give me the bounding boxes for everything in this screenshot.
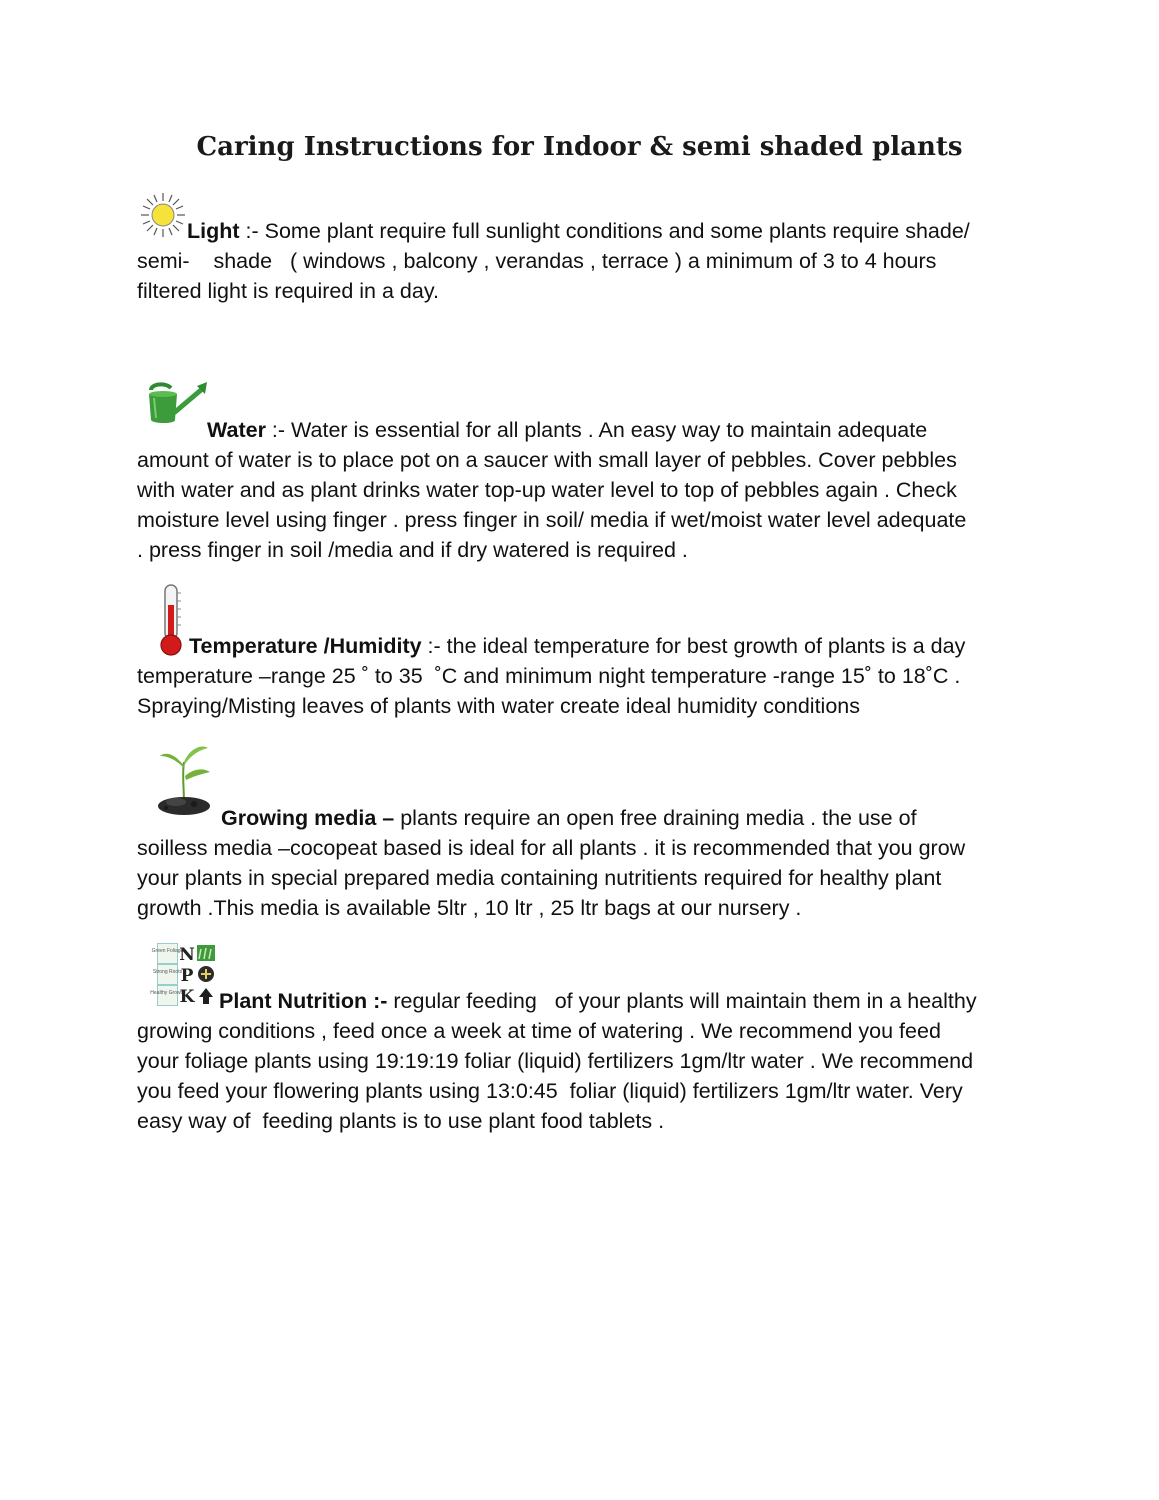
temperature-section <box>137 631 1037 721</box>
plant-nutrition-text-line-3: your foliage plants using 19:19:19 foliar (liquid) fertilizers 1gm/ltr water . We recommend <box>137 1049 974 1073</box>
water-text-line-2: amount of water is to place pot on a saucer with small layer of pebbles. Cover pebbles <box>137 448 957 472</box>
light-text-line-2: semi- shade ( windows , balcony , verandas , terrace ) a minimum of 3 to 4 hours <box>137 249 937 273</box>
growing-media-text-line-3: your plants in special prepared media containing nutritients required for healthy plant <box>137 866 942 890</box>
plant-nutrition-text-line-5: easy way of feeding plants is to use plant food tablets . <box>137 1109 665 1133</box>
temperature-text-line-2: temperature –range 25 ˚ to 35 ˚C and minimum night temperature -range 15˚ to 18˚C . <box>137 664 961 688</box>
water-section <box>137 415 1037 565</box>
growing-media-text-line-1: plants require an open free draining media . the use of <box>394 806 917 830</box>
water-heading: Water <box>207 418 266 442</box>
plant-nutrition-section <box>137 986 1037 1136</box>
light-heading: Light <box>187 219 240 243</box>
temperature-text-line-1: :- the ideal temperature for best growth of plants is a day <box>421 634 966 658</box>
plant-nutrition-text-line-1: regular feeding of your plants will maintain them in a healthy <box>387 989 977 1013</box>
water-text-line-5: . press finger in soil /media and if dry watered is required . <box>137 538 688 562</box>
light-text-line-3: filtered light is required in a day. <box>137 279 439 303</box>
plant-nutrition-text-line-4: you feed your flowering plants using 13:0:45 foliar (liquid) fertilizers 1gm/ltr water. Very <box>137 1079 963 1103</box>
npk-letter-p: P <box>180 966 194 986</box>
npk-letter-n: N <box>179 945 195 965</box>
npk-label-1: Green Foliage <box>151 948 184 954</box>
water-text-line-4: moisture level using finger . press finger in soil/ media if wet/moist water level adequate <box>137 508 967 532</box>
growing-media-text-line-4: growth .This media is available 5ltr , 10 ltr , 25 ltr bags at our nursery . <box>137 896 802 920</box>
growing-media-text-line-2: soilless media –cocopeat based is ideal for all plants . it is recommended that you grow <box>137 836 966 860</box>
plant-nutrition-heading: Plant Nutrition :- <box>219 989 388 1013</box>
npk-letter-k: K <box>179 987 195 1007</box>
water-text-line-3: with water and as plant drinks water top-up water level to top of pebbles again . Check <box>137 478 957 502</box>
plant-nutrition-text-line-2: growing conditions , feed once a week at time of watering . We recommend you feed <box>137 1019 941 1043</box>
light-section <box>137 216 1037 306</box>
growing-media-heading: Growing media – <box>221 806 395 830</box>
page-title: Caring Instructions for Indoor & semi shaded plants <box>196 132 963 162</box>
temperature-heading: Temperature /Humidity <box>189 634 422 658</box>
light-text-line-1: :- Some plant require full sunlight conditions and some plants require shade/ <box>239 219 970 243</box>
water-text-line-1: :- Water is essential for all plants . An easy way to maintain adequate <box>265 418 928 442</box>
temperature-text-line-3: Spraying/Misting leaves of plants with water create ideal humidity conditions <box>137 694 861 718</box>
growing-media-section <box>137 803 1037 923</box>
npk-label-3: Healthy Growth <box>150 990 185 996</box>
npk-label-2: Strong Roots <box>152 969 183 975</box>
